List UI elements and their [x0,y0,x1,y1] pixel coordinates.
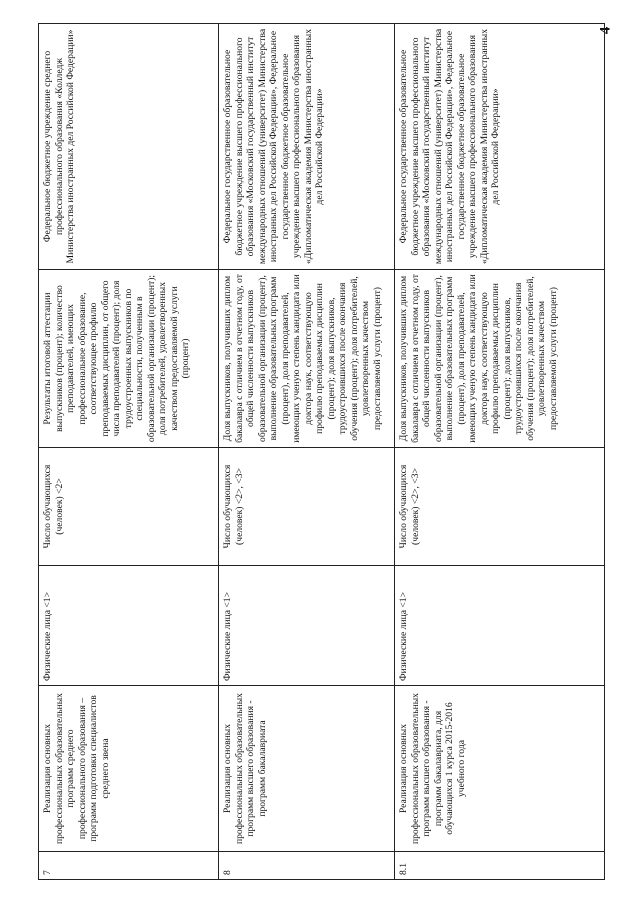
service-name-cell: Реализация основных профессиональных образовательных программ высшего образования - программ бакалавриата, для обучающихся 1 курса 2015-2016 учебного года [395,686,605,852]
volume-indicator-cell: Число обучающихся (человек) <2>, <3> [219,448,395,566]
table-row [39,24,219,880]
quality-indicators-cell: Результаты итоговой аттестации выпускников (процент); количество преподавателей, имеющих профессиональное образование, соответствующее профилю преподаваемых дисциплин, от общего числа преподавателей (процент); доля трудоустроенных выпускников по специальности, полученным в образовательной организации (процент); доля потребителей, удовлетворенных качеством предоставляемой услуги (процент) [39,270,219,448]
page-number: 4 [597,26,614,35]
consumer-category-cell: Физические лица <1> [39,566,219,686]
table-row [395,24,605,880]
consumer-category-cell: Физические лица <1> [395,566,605,686]
rotated-table-wrapper [38,24,604,880]
volume-indicator-cell: Число обучающихся (человек) <2> [39,448,219,566]
provider-cell: Федеральное бюджетное учреждение среднего профессионального образования «Колледж Министерства иностранных дел Российской Федерации» [39,24,219,270]
service-name-cell: Реализация основных профессиональных образовательных программ среднего профессионального образования – программ подготовки специалистов среднего звена [39,686,219,852]
services-table [38,23,605,880]
quality-indicators-cell: Доля выпускников, получивших диплом бакалавра с отличием в отчетном году, от общей численности выпускников образовательной организации (процент), выполнение образовательных программ (процент), доля преподавателей, имеющих ученую степень кандидата или доктора наук, соответствующую профилю преподаваемых дисциплин (процент); доля выпускников, трудоустроившихся после окончания обучения (процент); доля потребителей, удовлетворенных качеством предоставляемой услуги (процент) [395,270,605,448]
provider-cell: Федеральное государственное образовательное бюджетное учреждение высшего профессионального образования «Московский государственный институт международных отношений (университет) Министерства иностранных дел Российской Федерации», Федеральное государственное бюджетное образовательное учреждение высшего профессионального образования «Дипломатическая академия Министерства иностранных дел Российской Федерации» [395,24,605,270]
consumer-category-cell: Физические лица <1> [219,566,395,686]
table-row [219,24,395,880]
service-name-cell: Реализация основных профессиональных образовательных программ высшего образования - программ бакалавриата [219,686,395,852]
row-number: 8 [219,852,395,880]
volume-indicator-cell: Число обучающихся (человек) <2>, <3> [395,448,605,566]
table-container [38,24,604,880]
row-number: 8.1 [395,852,605,880]
quality-indicators-cell: Доля выпускников, получивших диплом бакалавра с отличием в отчетном году, от общей численности выпускников образовательной организации (процент), выполнение образовательных программ (процент), доля преподавателей, имеющих ученую степень кандидата или доктора наук, соответствующую профилю преподаваемых дисциплин (процент); доля выпускников, трудоустроившихся после окончания обучения (процент); доля потребителей, удовлетворенных качеством предоставляемой услуги (процент) [219,270,395,448]
provider-cell: Федеральное государственное образовательное бюджетное учреждение высшего профессионального образования «Московский государственный институт международных отношений (университет) Министерства иностранных дел Российской Федерации», Федеральное государственное бюджетное образовательное учреждение высшего профессионального образования «Дипломатическая академия Министерства иностранных дел Российской Федерации» [219,24,395,270]
row-number: 7 [39,852,219,880]
